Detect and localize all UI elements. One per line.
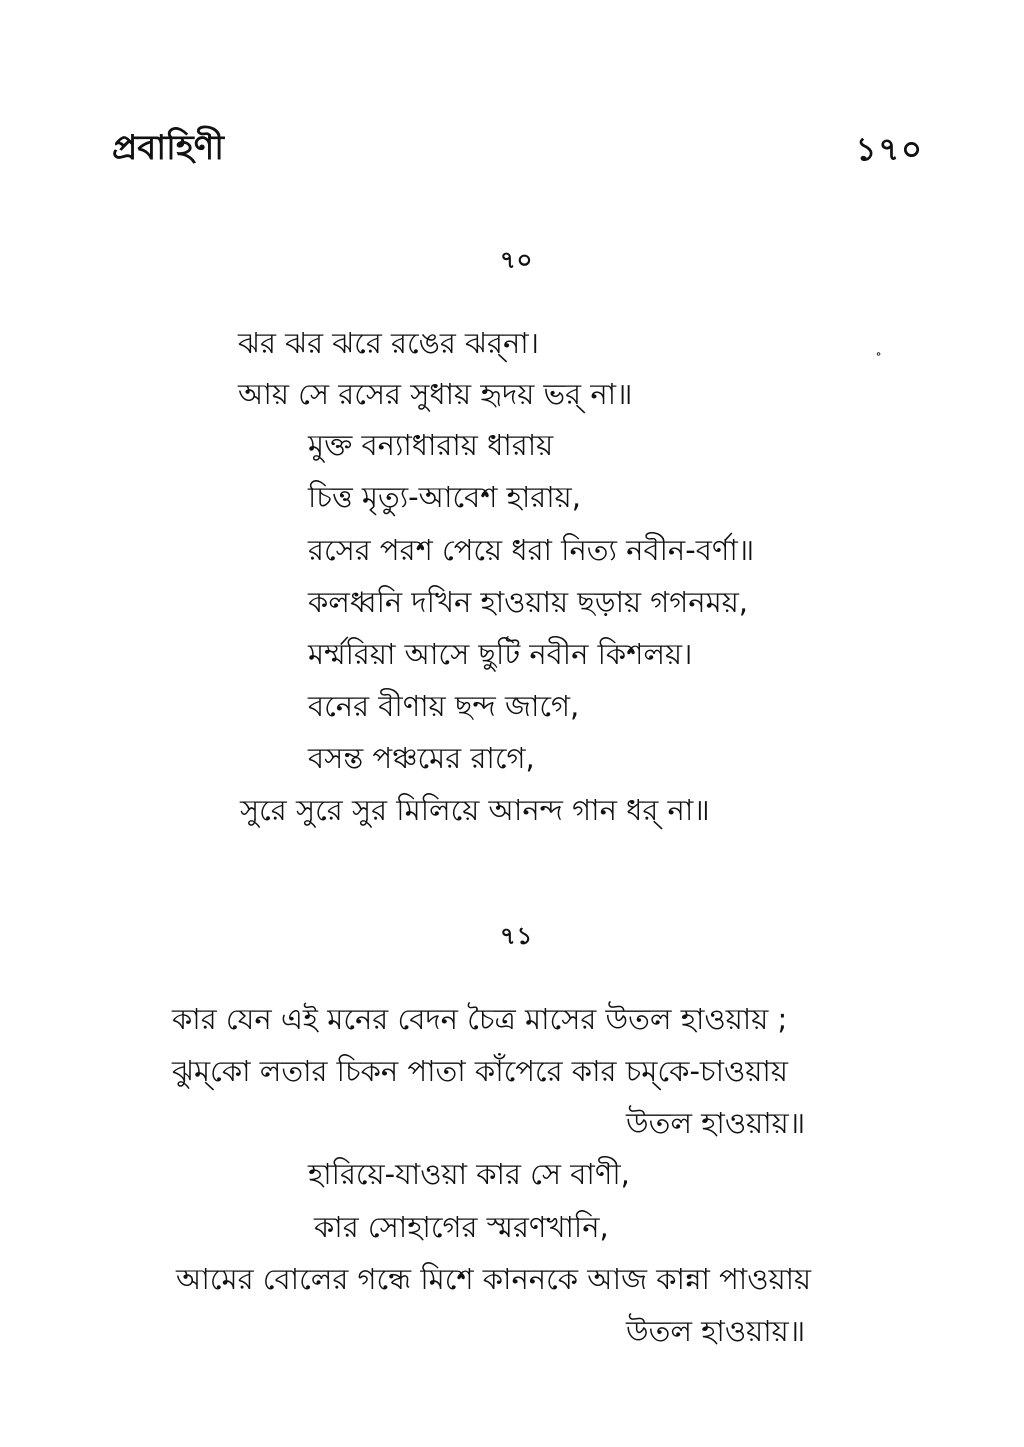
running-header-title: প্রবাহিণী <box>112 128 225 168</box>
poem-line: কার যেন এই মনের বেদন চৈত্র মাসের উতল হাওয়ায় ; <box>172 1002 788 1036</box>
poem-line: কার সোহাগের স্মরণখানি, <box>314 1210 609 1244</box>
poem-line: রসের পরশ পেয়ে ধরা নিত্য নবীন-বর্ণা॥ <box>308 533 755 567</box>
poem-line: উতল হাওয়ায়॥ <box>626 1314 806 1348</box>
poem-line: ঝর ঝর ঝরে রঙের ঝর্‌না। <box>238 326 540 360</box>
stray-ink-mark: ॰ <box>876 348 882 362</box>
poem-line: আমের বোলের গন্ধে মিশে কাননকে আজ কান্না পাওয়ায় <box>176 1262 812 1296</box>
page-number: ১৭০ <box>855 130 924 168</box>
poem-line: সুরে সুরে সুর মিলিয়ে আনন্দ গান ধর্‌ না॥ <box>240 793 710 827</box>
poem-line: হারিয়ে-যাওয়া কার সে বাণী, <box>308 1157 630 1191</box>
poem-line: কলধ্বনি দখিন হাওয়ায় ছড়ায় গগনময়, <box>308 585 749 619</box>
poem-number: ৭১ <box>500 922 534 950</box>
poem-number: ৭০ <box>500 246 534 274</box>
poem-line: মর্ম্মরিয়া আসে ছুটি নবীন কিশলয়। <box>308 637 693 671</box>
poem-line: চিত্ত মৃত্যু-আবেশ হারায়, <box>308 480 581 514</box>
poem-line: বনের বীণায় ছন্দ জাগে, <box>308 689 580 723</box>
poem-line: ঝুম্‌কো লতার চিকন পাতা কাঁপেরে কার চম্‌কে-চাওয়ায় <box>172 1054 788 1088</box>
poem-line: আয় সে রসের সুধায় হৃদয় ভর্‌ না॥ <box>238 377 633 411</box>
poem-line: মুক্ত বন্যাধারায় ধারায় <box>308 428 554 462</box>
poem-line: উতল হাওয়ায়॥ <box>626 1106 806 1140</box>
poem-line: বসন্ত পঞ্চমের রাগে, <box>308 741 535 775</box>
